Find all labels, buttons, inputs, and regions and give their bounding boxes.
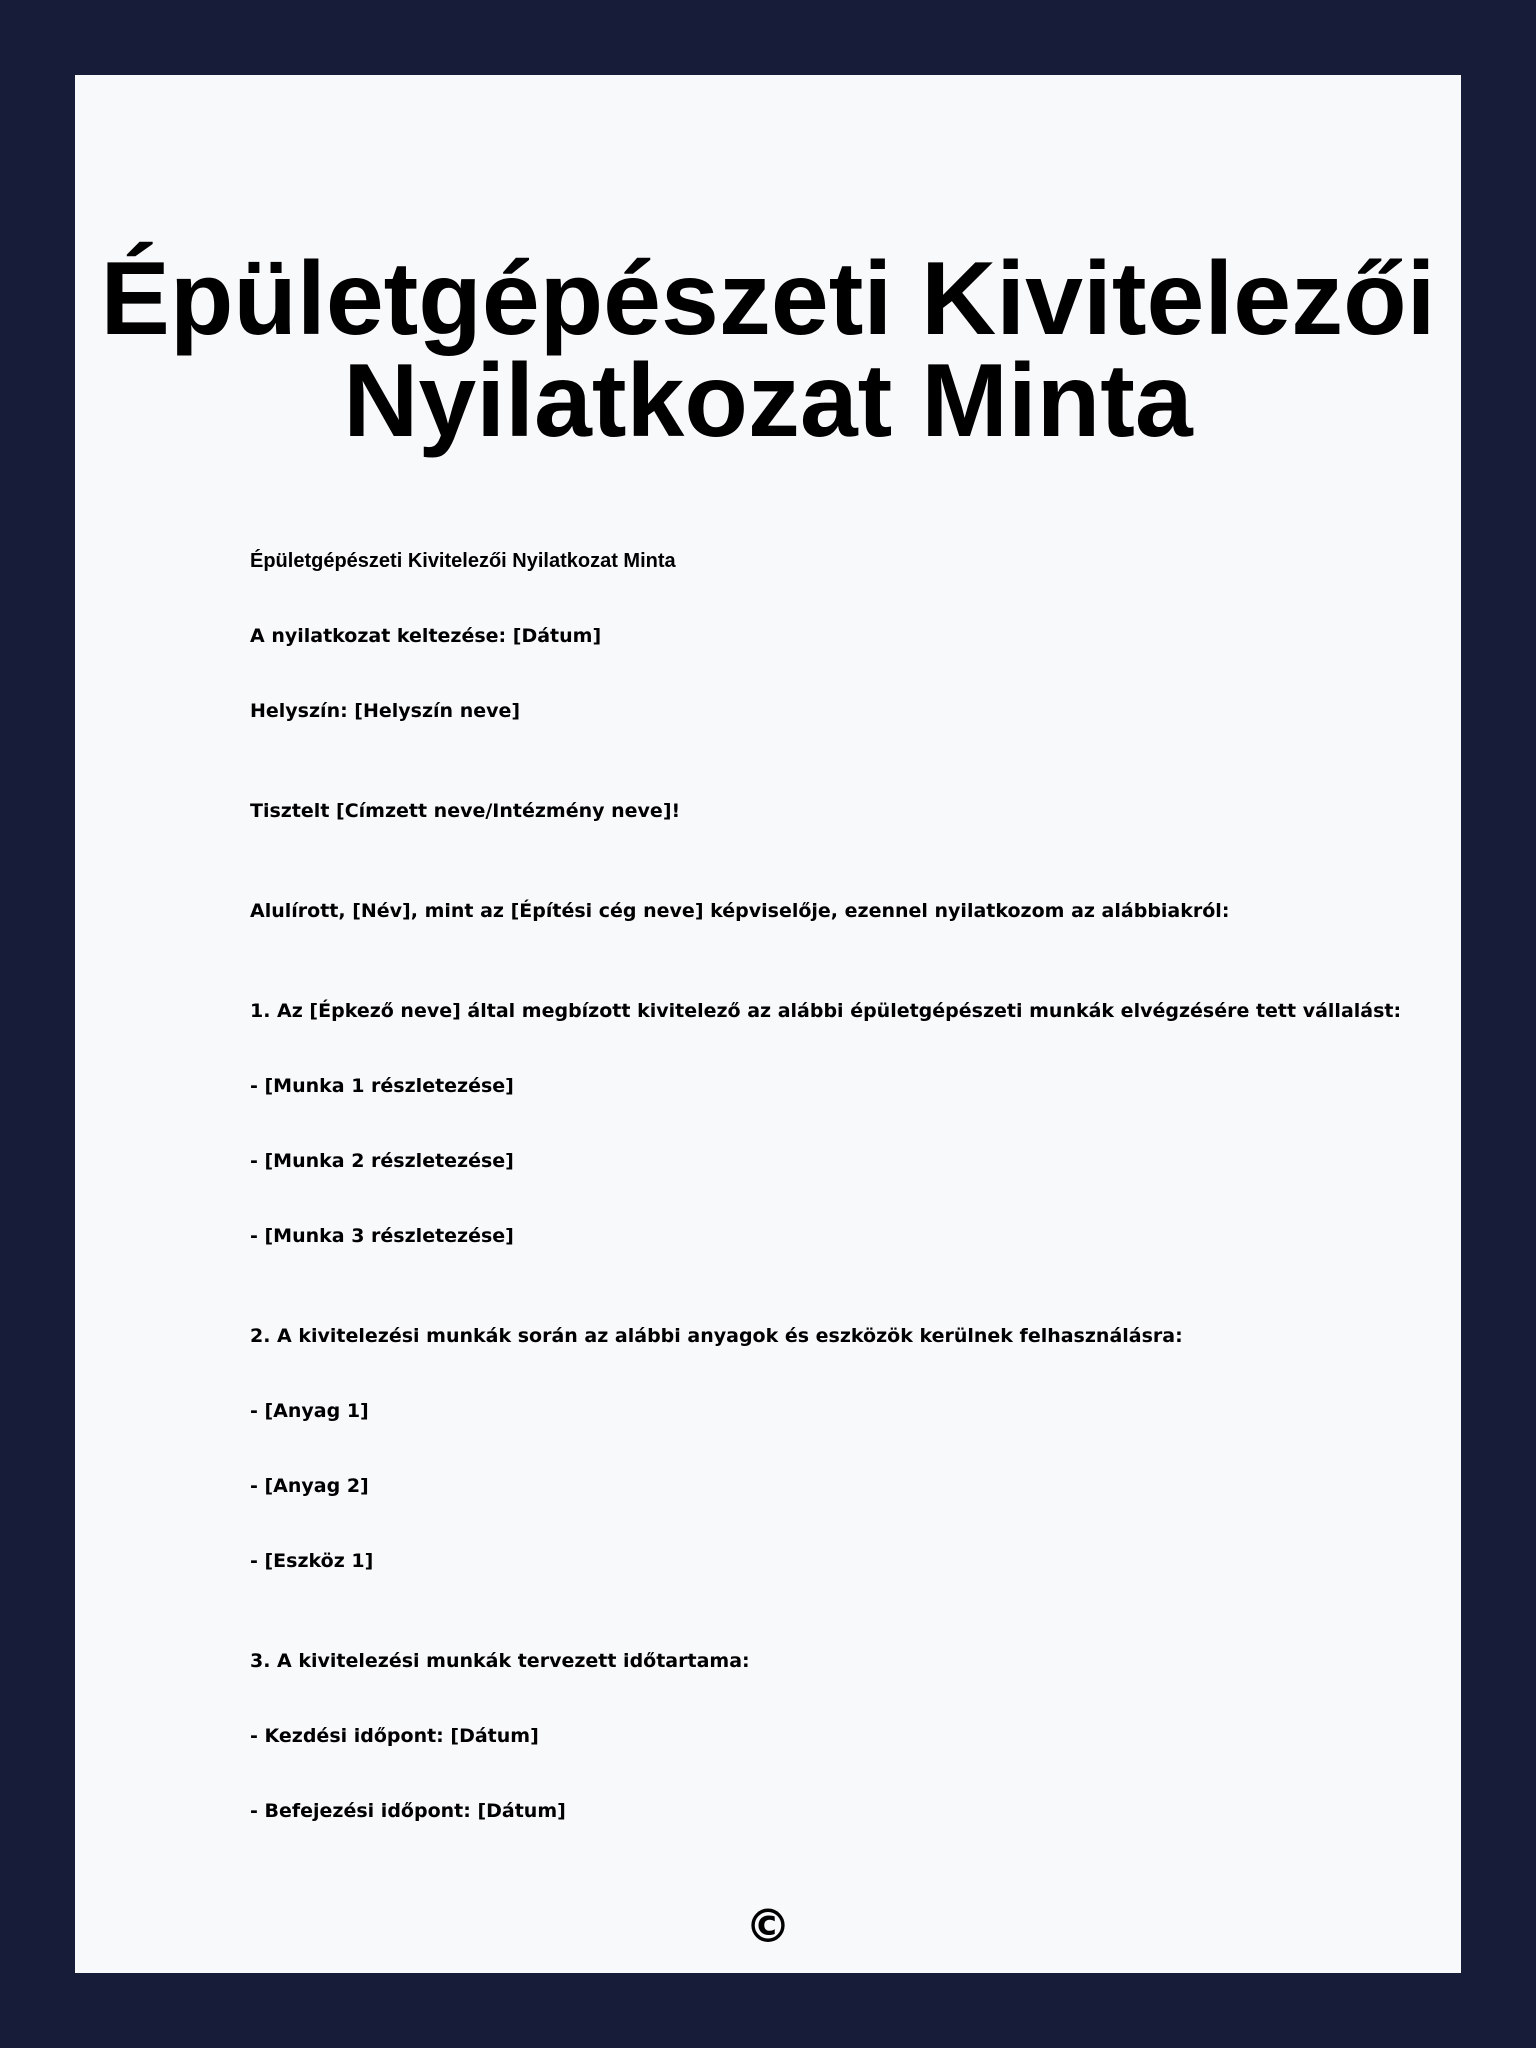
list-item: - [Munka 2 részletezése] <box>250 1150 514 1172</box>
list-item: - Kezdési időpont: [Dátum] <box>250 1725 539 1747</box>
section-3-heading: 3. A kivitelezési munkák tervezett időtartama: <box>250 1650 750 1672</box>
declaration-intro: Alulírott, [Név], mint az [Építési cég neve] képviselője, ezennel nyilatkozom az alábbiakról: <box>250 900 1230 922</box>
title-line-1: Épületgépészeti Kivitelezői <box>100 241 1436 357</box>
list-item: - Befejezési időpont: [Dátum] <box>250 1800 566 1822</box>
title-line-2: Nyilatkozat Minta <box>343 343 1193 459</box>
document-subtitle: Épületgépészeti Kivitelezői Nyilatkozat Minta <box>250 550 676 572</box>
list-item: - [Munka 3 részletezése] <box>250 1225 514 1247</box>
location-line: Helyszín: [Helyszín neve] <box>250 700 521 722</box>
list-item: - [Munka 1 részletezése] <box>250 1075 514 1097</box>
document-title <box>75 241 1461 459</box>
salutation: Tisztelt [Címzett neve/Intézmény neve]! <box>250 800 681 822</box>
copyright-icon: © <box>745 1899 791 1953</box>
section-1-heading: 1. Az [Épkező neve] által megbízott kivitelező az alábbi épületgépészeti munkák elvégzésére tett vállalást: <box>250 1000 1402 1022</box>
date-line: A nyilatkozat keltezése: [Dátum] <box>250 625 602 647</box>
document-page <box>75 75 1461 1973</box>
section-2-heading: 2. A kivitelezési munkák során az alábbi anyagok és eszközök kerülnek felhasználásra: <box>250 1325 1183 1347</box>
list-item: - [Anyag 1] <box>250 1400 369 1422</box>
list-item: - [Anyag 2] <box>250 1475 369 1497</box>
list-item: - [Eszköz 1] <box>250 1550 374 1572</box>
